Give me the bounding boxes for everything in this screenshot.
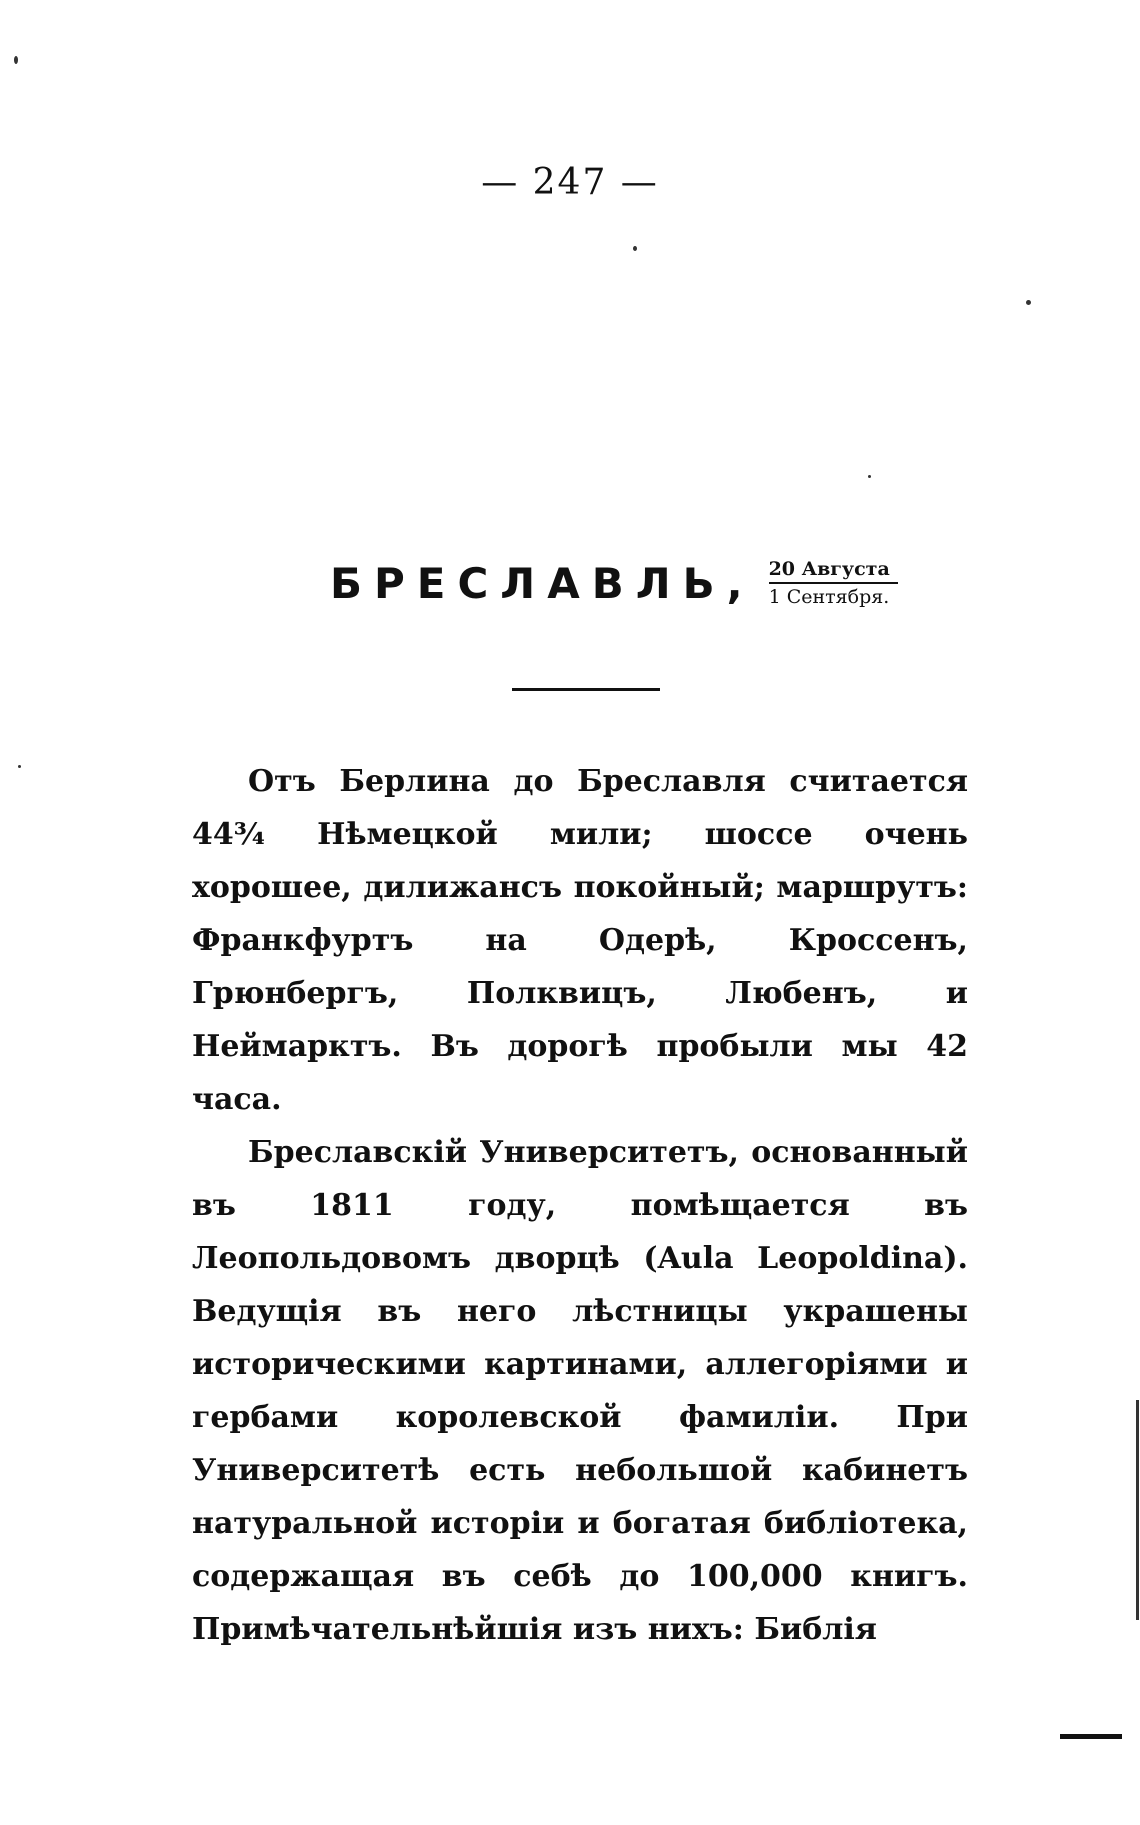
heading-title: БРЕСЛАВЛЬ, [330, 558, 755, 608]
scan-speck [1136, 1400, 1139, 1620]
paragraph-1: Отъ Берлина до Бреславля считается 44¾ Нѣмецкой мили; шоссе очень хорошее, дилижансъ покойный; маршрутъ: Франкфуртъ на Одерѣ, Кроссенъ, Грюнбергъ, Полквицъ, Любенъ, и Неймарктъ. Въ дорогѣ пробыли мы 42 часа. [192, 764, 968, 1117]
heading-date-top: 20 Августа [769, 556, 898, 584]
scan-speck [18, 765, 21, 768]
scan-speck [868, 475, 871, 478]
scan-speck [14, 56, 18, 64]
scan-speck [1026, 300, 1031, 305]
margin-dash [1060, 1734, 1122, 1739]
heading-date-bottom: 1 Сентября. [768, 586, 890, 608]
heading-divider [512, 688, 660, 691]
section-heading [330, 556, 898, 610]
body-text [192, 755, 968, 1656]
heading-date [769, 556, 898, 610]
paragraph-2: Бреславскій Университетъ, основанный въ 1811 году, помѣщается въ Леопольдовомъ дворцѣ (Aula Leopoldina). Ведущія въ него лѣстницы украшены историческими картинами, аллегоріями и гербами королевской фамиліи. При Университетѣ есть небольшой кабинетъ натуральной исторіи и богатая библіотека, содержащая въ себѣ до 100,000 книгъ. Примѣчательнѣйшія изъ нихъ: Библія [192, 1135, 968, 1647]
scan-speck [633, 246, 637, 251]
page-number: — 247 — [481, 162, 659, 203]
